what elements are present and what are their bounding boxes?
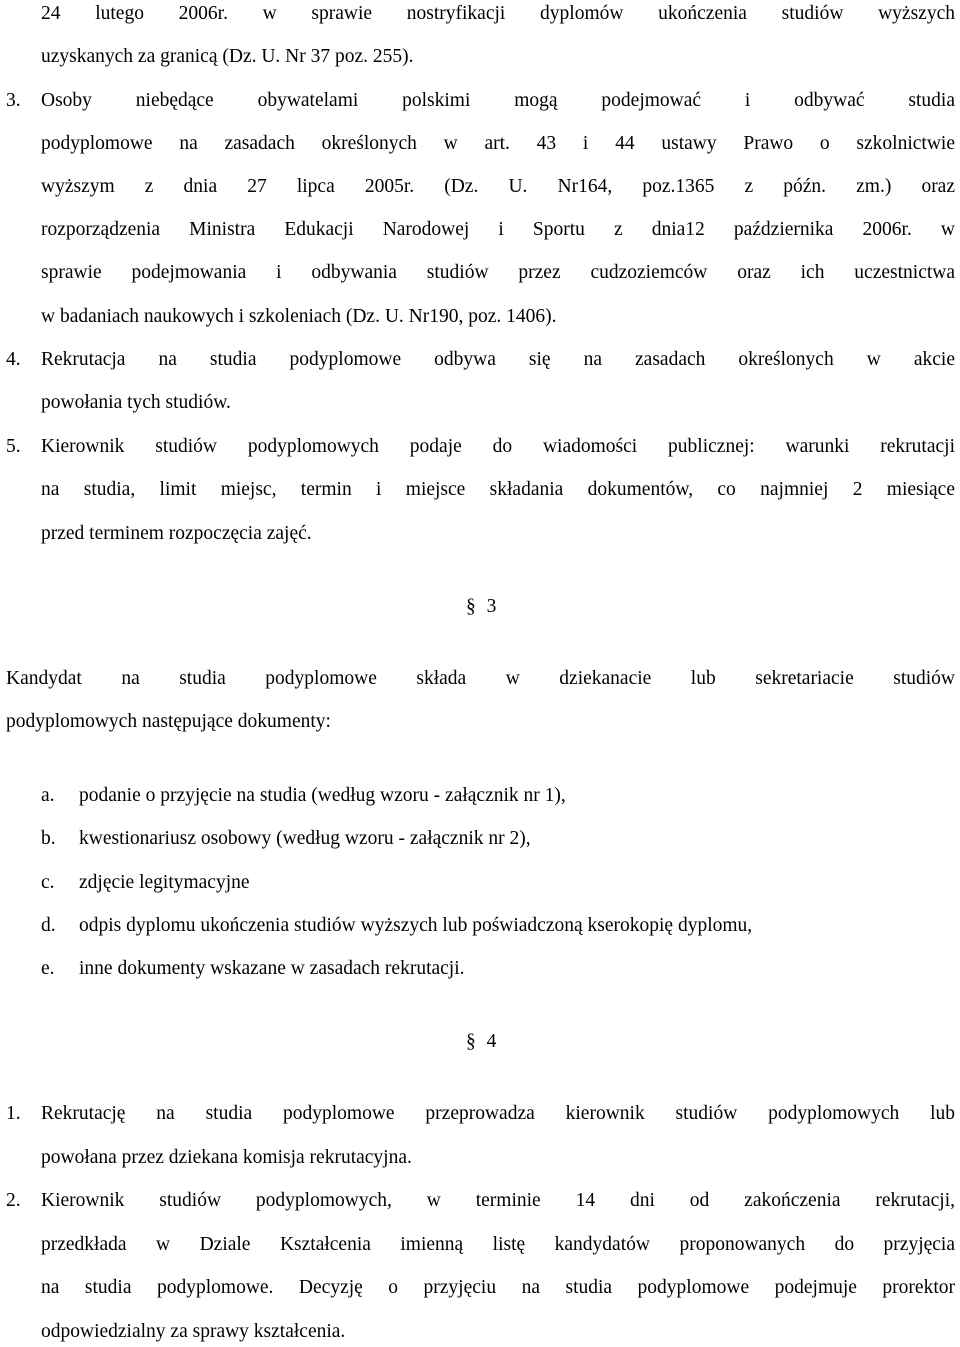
section-3-heading: [466, 597, 496, 617]
list-item-text: kwestionariusz osobowy (według wzoru - załącznik nr 2),: [79, 828, 531, 849]
section-4-item-2-line-2: przedkłada w Dziale Kształcenia imienną listę kandydatów proponowanych do przyjęcia: [41, 1234, 955, 1255]
list-item-letter: c.: [41, 872, 55, 893]
list-item-text: inne dokumenty wskazane w zasadach rekrutacji.: [79, 958, 465, 979]
section-4-item-1-number: 1.: [6, 1103, 21, 1124]
section-4-item-2-number: 2.: [6, 1190, 21, 1211]
item-3-line-3: wyższym z dnia 27 lipca 2005r. (Dz. U. Nr164, poz.1365 z późn. zm.) oraz: [41, 176, 955, 197]
item-5-line-3: przed terminem rozpoczęcia zajęć.: [41, 523, 312, 544]
list-item-text: zdjęcie legitymacyjne: [79, 872, 250, 893]
item-3-line-5: sprawie podejmowania i odbywania studiów przez cudzoziemców oraz ich uczestnictwa: [41, 262, 955, 283]
item-3-line-6: w badaniach naukowych i szkoleniach (Dz. U. Nr190, poz. 1406).: [41, 306, 557, 327]
section-4-item-2-line-1: Kierownik studiów podyplomowych, w terminie 14 dni od zakończenia rekrutacji,: [41, 1190, 955, 1211]
section-3-intro-line-1: Kandydat na studia podyplomowe składa w dziekanacie lub sekretariacie studiów: [6, 668, 955, 689]
section-number: 4: [486, 1031, 497, 1052]
section-3-intro-line-2: podyplomowych następujące dokumenty:: [6, 711, 331, 732]
section-4-item-1-line-1: Rekrutację na studia podyplomowe przeprowadza kierownik studiów podyplomowych lub: [41, 1103, 955, 1124]
intro-line-2: uzyskanych za granicą (Dz. U. Nr 37 poz. 255).: [41, 46, 414, 67]
section-4-item-2-line-3: na studia podyplomowe. Decyzję o przyjęciu na studia podyplomowe podejmuje prorektor: [41, 1277, 955, 1298]
item-3-line-4: rozporządzenia Ministra Edukacji Narodowej i Sportu z dnia12 października 2006r. w: [41, 219, 955, 240]
list-item-text: odpis dyplomu ukończenia studiów wyższych lub poświadczoną kserokopię dyplomu,: [79, 915, 753, 936]
item-4-number: 4.: [6, 349, 21, 370]
list-item-letter: b.: [41, 828, 56, 849]
item-3-line-1: Osoby niebędące obywatelami polskimi mogą podejmować i odbywać studia: [41, 90, 955, 111]
intro-line-1: 24 lutego 2006r. w sprawie nostryfikacji dyplomów ukończenia studiów wyższych: [41, 3, 955, 24]
section-symbol: §: [466, 596, 476, 617]
item-5-number: 5.: [6, 436, 21, 457]
list-item-letter: a.: [41, 785, 55, 806]
item-4-line-2: powołania tych studiów.: [41, 392, 231, 413]
item-4-line-1: Rekrutacja na studia podyplomowe odbywa się na zasadach określonych w akcie: [41, 349, 955, 370]
item-3-number: 3.: [6, 90, 21, 111]
item-3-line-2: podyplomowe na zasadach określonych w art. 43 i 44 ustawy Prawo o szkolnictwie: [41, 133, 955, 154]
section-4-item-1-line-2: powołana przez dziekana komisja rekrutacyjna.: [41, 1147, 412, 1168]
section-4-heading: [466, 1032, 496, 1052]
list-item-letter: e.: [41, 958, 55, 979]
section-4-item-2-line-4: odpowiedzialny za sprawy kształcenia.: [41, 1321, 346, 1342]
section-number: 3: [486, 596, 497, 617]
list-item-letter: d.: [41, 915, 56, 936]
list-item-text: podanie o przyjęcie na studia (według wzoru - załącznik nr 1),: [79, 785, 566, 806]
section-symbol: §: [466, 1031, 476, 1052]
item-5-line-2: na studia, limit miejsc, termin i miejsce składania dokumentów, co najmniej 2 miesiące: [41, 479, 955, 500]
item-5-line-1: Kierownik studiów podyplomowych podaje do wiadomości publicznej: warunki rekrutacji: [41, 436, 955, 457]
